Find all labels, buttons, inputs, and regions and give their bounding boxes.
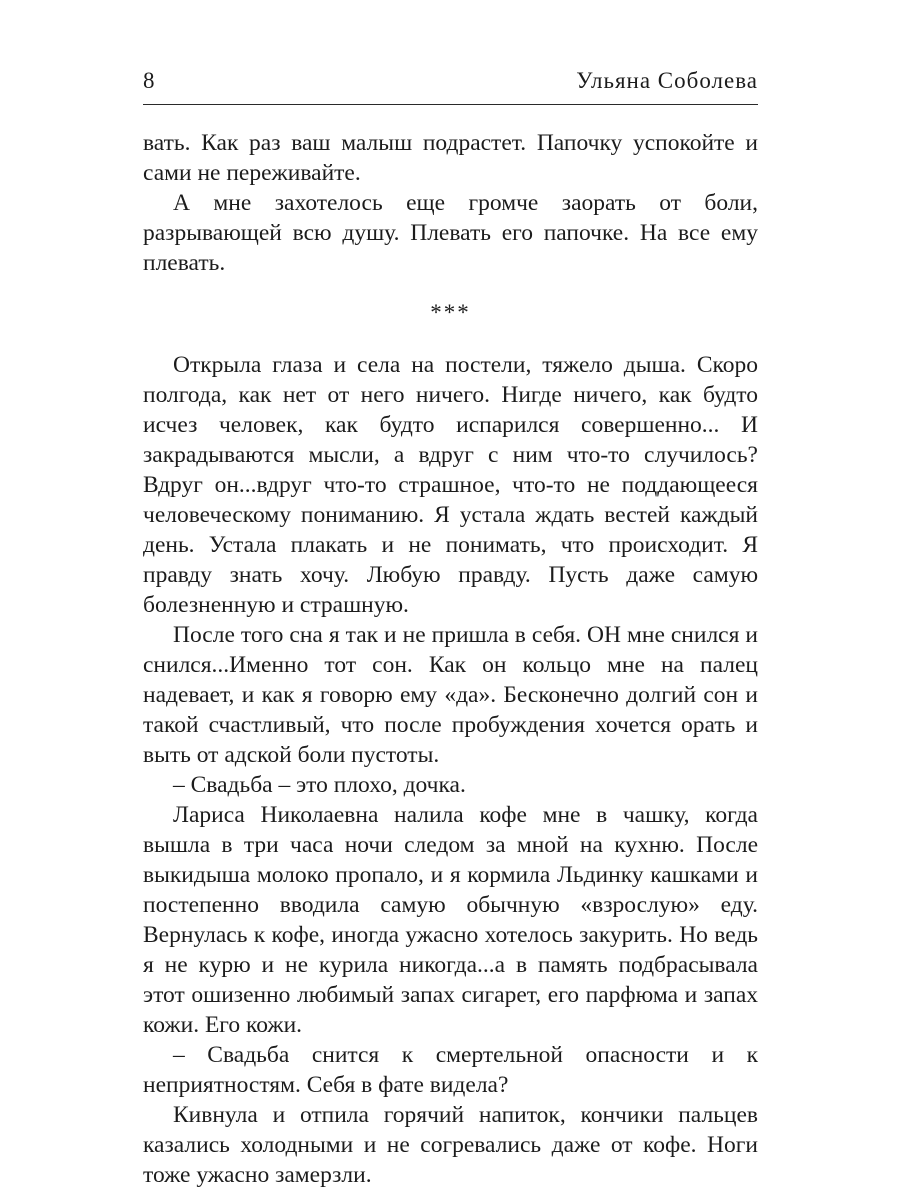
running-head-author: Ульяна Соболева xyxy=(576,68,758,93)
paragraph: Кивнула и отпила горячий напиток, кончики пальцев казались холодными и не согревались даже от кофе. Ноги тоже ужасно замерзли. xyxy=(143,1102,758,1188)
paragraph: А мне захотелось еще громче заорать от боли, разрывающей всю душу. Плевать его папочке. На все ему плевать. xyxy=(143,190,758,276)
header-divider xyxy=(143,104,758,105)
section-separator: *** xyxy=(430,300,471,325)
page-header xyxy=(143,66,758,100)
page-number: 8 xyxy=(143,68,155,93)
dialogue-line: – Свадьба – это плохо, дочка. xyxy=(173,772,466,798)
paragraph: После того сна я так и не пришла в себя. ОН мне снился и снился...Именно тот сон. Как он кольцо мне на палец надевает, и как я говорю ему «да». Бесконечно долгий сон и такой счастливый, что после пробуждения хочется орать и выть от адской боли пустоты. xyxy=(143,622,758,768)
dialogue-line: – Свадьба снится к смертельной опасности и к неприятностям. Себя в фате видела? xyxy=(143,1042,758,1098)
paragraph: Открыла глаза и села на постели, тяжело дыша. Скоро полгода, как нет от него ничего. Нигде ничего, как будто исчез человек, как будто испарился совершенно... И закрадываются мысли, а вдруг с ним что-то случилось? Вдруг он...вдруг что-то страшное, что-то не поддающееся человеческому пониманию. Я устала ждать вестей каждый день. Устала плакать и не понимать, что происходит. Я правду знать хочу. Любую правду. Пусть даже самую болезненную и страшную. xyxy=(143,352,758,618)
text-body xyxy=(143,128,758,1190)
paragraph: Лариса Николаевна налила кофе мне в чашку, когда вышла в три часа ночи следом за мной на кухню. После выкидыша молоко пропало, и я кормила Льдинку кашками и постепенно вводила самую обычную «взрослую» еду. Вернулась к кофе, иногда ужасно хотелось закурить. Но ведь я не курю и не курила никогда...а в память подбрасывала этот ошизенно любимый запах сигарет, его парфюма и запах кожи. Его кожи. xyxy=(143,802,758,1038)
paragraph: вать. Как раз ваш малыш подрастет. Папочку успокойте и сами не переживайте. xyxy=(143,130,758,186)
